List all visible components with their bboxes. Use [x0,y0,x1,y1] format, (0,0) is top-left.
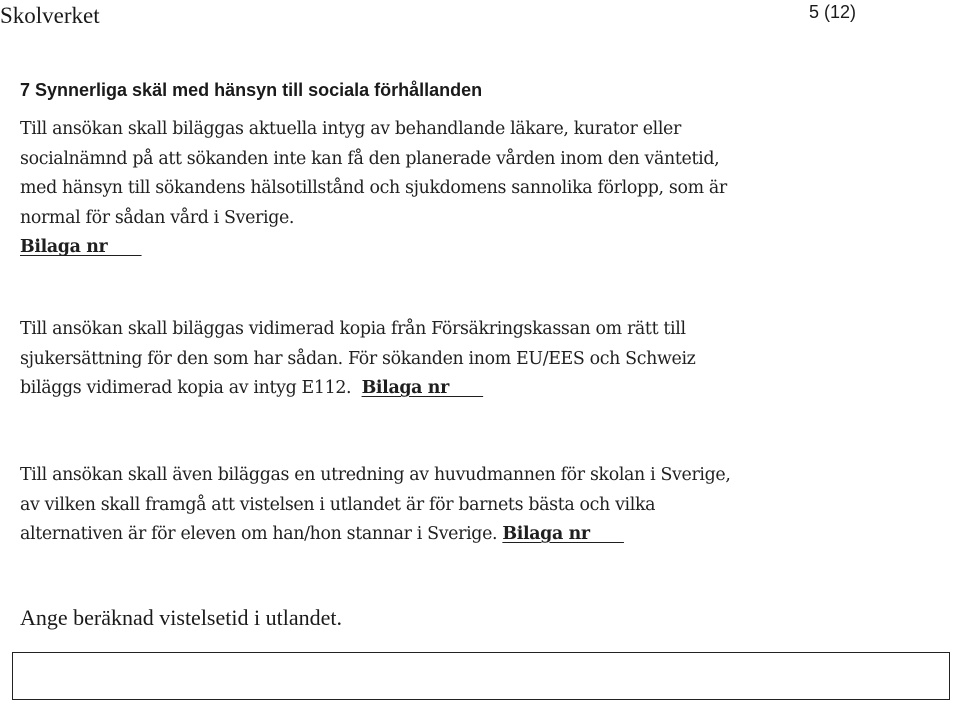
paragraph-line: av vilken skall framgå att vistelsen i utlandet är för barnets bästa och vilka [20,494,656,515]
section-heading: 7 Synnerliga skäl med hänsyn till sociala förhållanden [20,80,483,100]
paragraph-line: med hänsyn till sökandens hälsotillstånd och sjukdomens sannolika förlopp, som är [20,178,727,199]
paragraph-line: Till ansökan skall biläggas aktuella intyg av behandlande läkare, kurator eller [20,119,681,139]
duration-input[interactable] [12,652,950,700]
attachment-number-field[interactable]: Bilaga nr [20,237,142,258]
paragraph-school-investigation [20,461,920,550]
duration-label: Ange beräknad vistelsetid i utlandet. [20,605,342,630]
attachment-number-field[interactable]: Bilaga nr [361,378,484,399]
paragraph-line: alternativen är för eleven om han/hon stannar i Sverige. [20,524,498,545]
header-brand: Skolverket [0,3,100,28]
paragraph-medical-certificate [20,115,920,263]
paragraph-line: normal för sådan vård i Sverige. [20,207,295,228]
paragraph-insurance-copy [20,315,920,404]
paragraph-line: sjukersättning för den som har sådan. För sökanden inom EU/EES och Schweiz [20,348,696,369]
attachment-number-field[interactable]: Bilaga nr [502,524,624,545]
paragraph-line: biläggs vidimerad kopia av intyg E112. [20,378,352,399]
page-number: 5 (12) [808,2,856,22]
paragraph-line: socialnämnd på att sökanden inte kan få den planerade vården inom den väntetid, [20,148,720,169]
paragraph-line: Till ansökan skall även biläggas en utredning av huvudmannen för skolan i Sverige, [20,465,731,485]
paragraph-line: Till ansökan skall biläggas vidimerad kopia från Försäkringskassan om rätt till [20,319,686,339]
